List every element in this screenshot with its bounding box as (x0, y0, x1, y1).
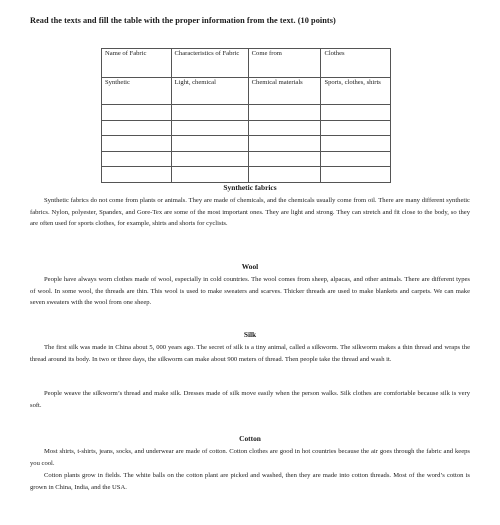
table-cell[interactable] (321, 151, 391, 167)
table-cell[interactable] (171, 151, 248, 167)
fabric-table (101, 48, 391, 183)
table-cell[interactable] (171, 167, 248, 183)
table-cell: Sports, clothes, shirts (321, 78, 391, 105)
paragraph-silk-1: The first silk was made in China about 5, 000 years ago. The secret of silk is a tiny animal, called a silkworm. The silkworm makes a thin thread and wraps the thread around its body. In two or three days, the silkworm can make about 900 meters of thread. Then people take the thread and wash it. (30, 344, 470, 363)
table-cell[interactable] (171, 120, 248, 136)
paragraph-wool: People have always worn clothes made of wool, especially in cold countries. The wool comes from sheep, alpacas, and other animals. There are different types of wool. In some wool, the threads are thin. This wool is used to make sweaters and scarves. Thicker threads are used to make blankets and carpets. We can make seven sweaters with the wool from one sheep. (30, 276, 470, 306)
table-cell[interactable] (102, 120, 172, 136)
table-cell[interactable] (248, 105, 321, 121)
header-characteristics: Characteristics of Fabric (171, 49, 248, 78)
table-cell[interactable] (321, 167, 391, 183)
table-cell: Synthetic (102, 78, 172, 105)
table-cell[interactable] (171, 105, 248, 121)
heading-wool: Wool (241, 262, 259, 271)
table-cell[interactable] (321, 120, 391, 136)
table-cell: Chemical materials (248, 78, 321, 105)
table-cell[interactable] (102, 136, 172, 152)
table-row (102, 167, 391, 183)
header-come-from: Come from (248, 49, 321, 78)
table-row (102, 78, 391, 105)
table-cell[interactable] (248, 151, 321, 167)
paragraph-silk-2: People weave the silkworm’s thread and make silk. Dresses made of silk move easily when the person walks. Silk clothes are comfortable because silk is very soft. (30, 390, 470, 409)
paragraph-cotton-2: Cotton plants grow in fields. The white balls on the cotton plant are picked and washed, then they are made into cotton threads. Most of the word’s cotton is grown in China, India, and the USA. (30, 472, 470, 491)
heading-silk: Silk (243, 330, 257, 339)
header-clothes: Clothes (321, 49, 391, 78)
table-cell[interactable] (102, 151, 172, 167)
table-cell[interactable] (321, 105, 391, 121)
table-cell[interactable] (321, 136, 391, 152)
table-row (102, 120, 391, 136)
paragraph-cotton-1: Most shirts, t-shirts, jeans, socks, and underwear are made of cotton. Cotton clothes are good in hot countries because the air goes through the fabric and keeps you cool. (30, 448, 470, 467)
table-cell[interactable] (248, 167, 321, 183)
table-cell[interactable] (102, 105, 172, 121)
heading-synthetic: Synthetic fabrics (223, 183, 277, 192)
table-cell: Light, chemical (171, 78, 248, 105)
instruction-title: Read the texts and fill the table with the proper information from the text. (10 points) (30, 16, 336, 25)
table-cell[interactable] (248, 120, 321, 136)
table-row (102, 151, 391, 167)
table-header-row (102, 49, 391, 78)
header-name-of-fabric: Name of Fabric (102, 49, 172, 78)
paragraph-synthetic: Synthetic fabrics do not come from plants or animals. They are made of chemicals, and the chemicals usually come from oil. There are many different synthetic fabrics. Nylon, polyester, Spandex, and Gore-Tex are some of the most important ones. They are light and strong. They can stretch and fit close to the body, so they are often used for sports clothes, for example, shirts and shorts for cyclists. (30, 197, 470, 227)
table-row (102, 136, 391, 152)
table-cell[interactable] (171, 136, 248, 152)
table-row (102, 105, 391, 121)
table-cell[interactable] (102, 167, 172, 183)
heading-cotton: Cotton (239, 434, 261, 443)
table-cell[interactable] (248, 136, 321, 152)
